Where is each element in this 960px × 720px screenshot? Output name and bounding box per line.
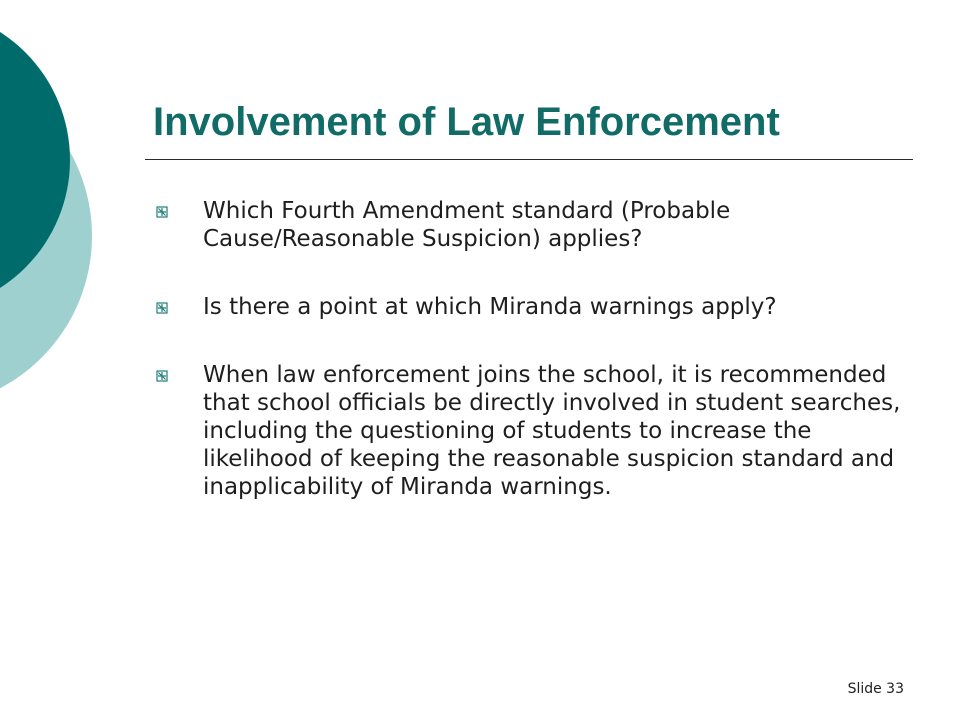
- square-bullet-icon: [155, 369, 169, 383]
- decorative-teal-circles: [0, 0, 120, 420]
- bullet-text: Which Fourth Amendment standard (Probable Cause/Reasonable Suspicion) applies?: [203, 198, 731, 252]
- square-bullet-icon: [155, 205, 169, 219]
- bullet-item-3: [155, 361, 915, 501]
- bullet-item-1: [155, 197, 915, 253]
- title-divider: [145, 159, 913, 160]
- bullet-item-2: [155, 293, 915, 321]
- bullet-text: Is there a point at which Miranda warnings apply?: [203, 294, 777, 320]
- slide-number: Slide 33: [847, 681, 904, 697]
- bullet-list: [155, 197, 915, 501]
- slide-title: Involvement of Law Enforcement: [153, 100, 780, 144]
- bullet-text: When law enforcement joins the school, it is recommended that school officials be directly involved in student searches, including the questioning of students to increase the likelihood of keeping the reasonable suspicion standard and inapplicability of Miranda warnings.: [203, 362, 901, 500]
- square-bullet-icon: [155, 301, 169, 315]
